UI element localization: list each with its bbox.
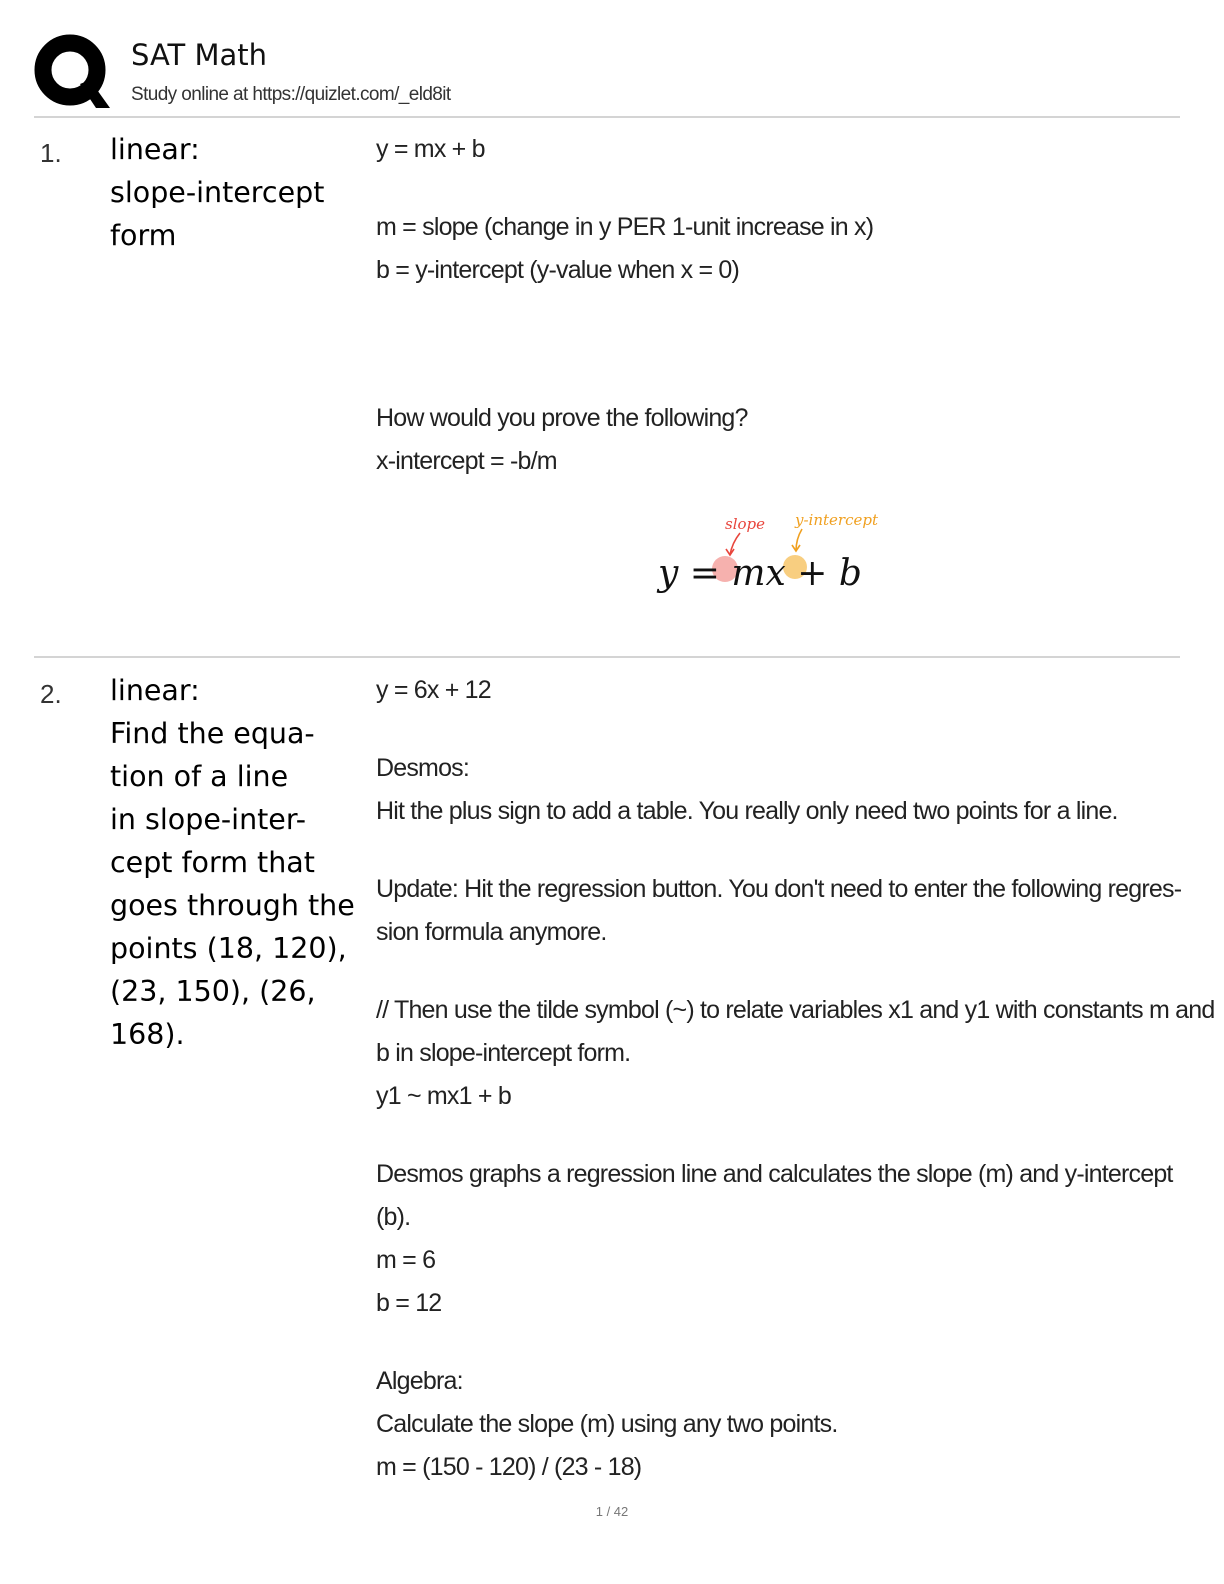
definition-line: Calculate the slope (m) using any two points.: [376, 1410, 838, 1438]
card-number: 1.: [40, 138, 62, 168]
card-term: [110, 128, 372, 257]
card-number: 2.: [40, 679, 62, 709]
blank-line: [376, 1118, 1176, 1153]
blank-line: [376, 171, 1176, 206]
card-term: [110, 669, 372, 1056]
definition-line: x-intercept = -b/m: [376, 447, 557, 475]
diagram-equation: y = mx + b: [658, 553, 862, 594]
slope-intercept-diagram: [650, 505, 890, 605]
term-line: linear:: [110, 133, 200, 166]
term-line: cept form that: [110, 846, 315, 879]
card-divider: [34, 656, 1180, 658]
blank-line: [376, 292, 1176, 327]
term-line: points (18, 120),: [110, 932, 347, 965]
blank-line: [376, 327, 1176, 362]
definition-line: How would you prove the following?: [376, 404, 748, 432]
slope-label: slope: [725, 515, 766, 533]
term-line: form: [110, 219, 177, 252]
page-number: 1 / 42: [595, 1504, 629, 1519]
y-intercept-label: y-intercept: [795, 511, 878, 529]
definition-line: (b).: [376, 1203, 411, 1231]
blank-line: [376, 362, 1176, 397]
definition-line: sion formula anymore.: [376, 918, 607, 946]
card-definition: [376, 669, 1215, 1489]
definition-line: b = 12: [376, 1289, 442, 1317]
definition-line: Desmos graphs a regression line and calculates the slope (m) and y-intercept: [376, 1160, 1173, 1188]
term-line: tion of a line: [110, 760, 289, 793]
term-line: linear:: [110, 674, 200, 707]
blank-line: [376, 833, 1176, 868]
definition-line: m = (150 - 120) / (23 - 18): [376, 1453, 642, 1481]
definition-line: b in slope-intercept form.: [376, 1039, 631, 1067]
term-line: in slope-inter-: [110, 803, 307, 836]
definition-line: Desmos:: [376, 754, 470, 782]
term-line: goes through the: [110, 889, 355, 922]
definition-line: y1 ~ mx1 + b: [376, 1082, 511, 1110]
quizlet-logo-icon: [34, 34, 110, 110]
definition-line: y = 6x + 12: [376, 676, 491, 704]
definition-line: // Then use the tilde symbol (~) to relate variables x1 and y1 with constants m and: [376, 996, 1215, 1024]
definition-line: y = mx + b: [376, 135, 485, 163]
definition-line: Hit the plus sign to add a table. You really only need two points for a line.: [376, 797, 1118, 825]
term-line: slope-intercept: [110, 176, 325, 209]
definition-line: Algebra:: [376, 1367, 463, 1395]
blank-line: [376, 954, 1176, 989]
blank-line: [376, 1325, 1176, 1360]
blank-line: [376, 712, 1176, 747]
definition-line: m = slope (change in y PER 1-unit increase in x): [376, 213, 874, 241]
term-line: Find the equa-: [110, 717, 315, 750]
card-definition: [376, 128, 1176, 483]
study-online-link[interactable]: Study online at https://quizlet.com/_eld8it: [131, 84, 451, 105]
definition-line: Update: Hit the regression button. You don't need to enter the following regres-: [376, 875, 1182, 903]
definition-line: b = y-intercept (y-value when x = 0): [376, 256, 740, 284]
term-line: (23, 150), (26,: [110, 975, 316, 1008]
document-title: SAT Math: [131, 38, 268, 72]
term-line: 168).: [110, 1018, 185, 1051]
header-divider: [34, 116, 1180, 118]
definition-line: m = 6: [376, 1246, 436, 1274]
